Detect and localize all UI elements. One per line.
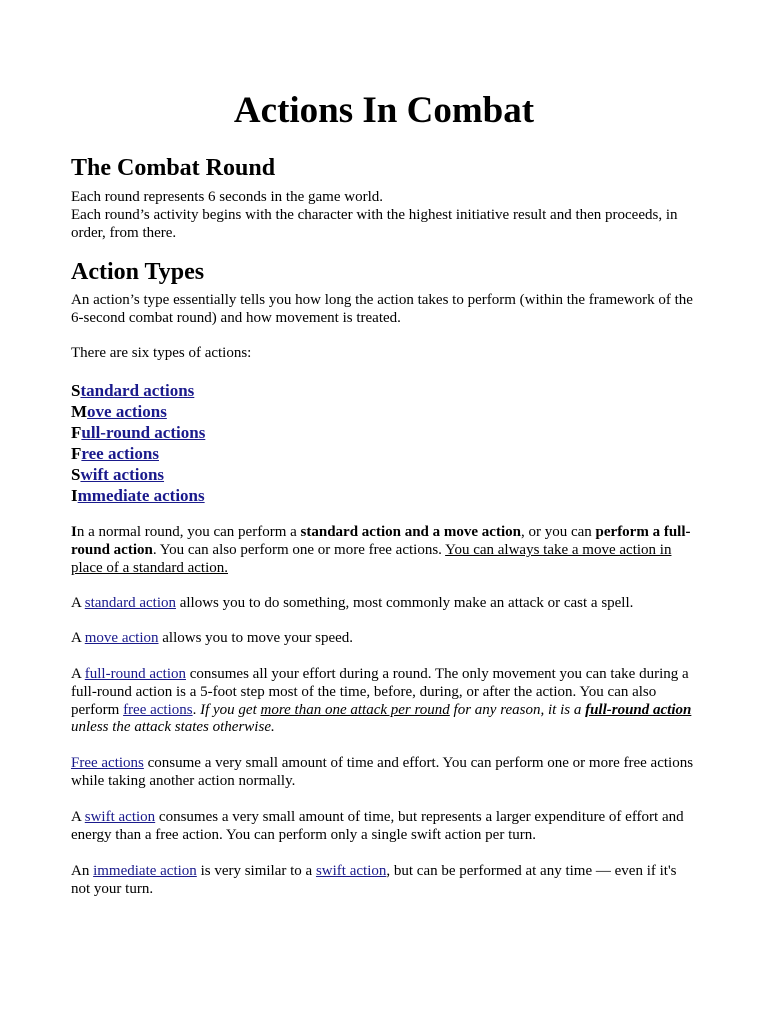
text-run: An — [71, 863, 94, 879]
text-run: allows you to do something, most commonly make an attack or cast a spell. — [175, 595, 634, 611]
text-run: , or you can — [520, 524, 596, 540]
list-initial: I — [71, 486, 78, 505]
link-full-round-action[interactable]: full-round action — [84, 666, 186, 682]
italic-underlined-run: more than one attack per round — [260, 701, 450, 718]
link-immediate-action[interactable]: immediate action — [93, 863, 197, 879]
action-types-list — [71, 380, 205, 506]
italic-run: for any reason, it is a — [449, 701, 586, 718]
text-run: A — [71, 666, 85, 682]
combat-round-line-2: Each round’s activity begins with the character with the highest initiative result and then proceeds, in order, from there. — [71, 206, 678, 241]
link-free-actions-para[interactable]: Free actions — [71, 755, 144, 771]
link-standard-actions[interactable]: tandard actions — [80, 381, 195, 400]
text-run: . — [192, 701, 201, 718]
drop-initial: I — [71, 524, 77, 540]
full-round-paragraph — [71, 666, 699, 737]
list-item-full-round — [71, 422, 205, 443]
six-types-text: There are six types of actions: — [71, 345, 252, 361]
bold-run: standard action and a move action — [300, 524, 521, 540]
normal-round-paragraph — [71, 524, 699, 577]
link-free-actions[interactable]: ree actions — [81, 444, 159, 463]
list-item-standard — [71, 380, 205, 401]
bold-italic-underlined-run: full-round action — [585, 701, 692, 718]
italic-run: unless the attack states otherwise. — [71, 719, 275, 736]
action-types-intro: An action’s type essentially tells you how long the action takes to perform (within the framework of the 6-second combat round) and how movement is treated. — [71, 292, 693, 326]
list-item-move — [71, 401, 205, 422]
underlined-run: You can always take a move action in place of a standard action. — [71, 541, 672, 576]
text-run: n a normal round, you can perform a — [76, 524, 301, 540]
page-title: Actions In Combat — [233, 90, 535, 131]
list-initial: F — [71, 444, 82, 463]
combat-round-text — [71, 189, 699, 242]
text-run: consumes a very small amount of time, but represents a larger expenditure of effort and energy than a free action. You can perform only a single swift action per turn. — [71, 809, 684, 843]
bold-run: perform a full-round action — [71, 524, 691, 558]
link-move-action[interactable]: move action — [84, 630, 159, 646]
list-initial: M — [71, 402, 88, 421]
list-initial: S — [71, 381, 81, 400]
heading-combat-round: The Combat Round — [71, 155, 276, 181]
standard-action-paragraph — [71, 595, 699, 613]
heading-action-types: Action Types — [71, 259, 205, 285]
link-standard-action[interactable]: standard action — [84, 595, 176, 611]
link-swift-action-inline[interactable]: swift action — [315, 863, 387, 879]
combat-round-line-1: Each round represents 6 seconds in the game world. — [71, 189, 383, 205]
text-run: is very similar to a — [196, 863, 316, 879]
link-move-actions[interactable]: ove actions — [87, 402, 167, 421]
text-run: A — [71, 630, 85, 646]
list-initial: F — [71, 423, 82, 442]
italic-run: If you get — [200, 701, 261, 718]
link-swift-actions[interactable]: wift actions — [80, 465, 165, 484]
list-item-immediate — [71, 485, 205, 506]
list-item-free — [71, 443, 205, 464]
text-run: consume a very small amount of time and effort. You can perform one or more free actions while taking another action normally. — [71, 755, 694, 789]
free-actions-paragraph — [71, 755, 699, 791]
link-free-actions-inline[interactable]: free actions — [123, 701, 193, 718]
text-run: consumes all your effort during a round. The only movement you can take during a full-round action is a 5-foot step most of the time, before, during, or after the action. You can also perform — [71, 666, 689, 718]
text-run: , but can be performed at any time — even if it's not your turn. — [71, 863, 677, 897]
list-item-swift — [71, 464, 205, 485]
list-initial: S — [71, 465, 81, 484]
immediate-action-paragraph — [71, 863, 699, 899]
text-run: A — [71, 809, 85, 825]
move-action-paragraph — [71, 630, 699, 648]
link-swift-action[interactable]: swift action — [84, 809, 156, 825]
text-run: allows you to move your speed. — [158, 630, 354, 646]
link-immediate-actions[interactable]: mmediate actions — [77, 486, 205, 505]
text-run: . You can also perform one or more free actions. — [152, 541, 446, 558]
swift-action-paragraph — [71, 809, 699, 845]
link-full-round-actions[interactable]: ull-round actions — [81, 423, 206, 442]
text-run: A — [71, 595, 85, 611]
